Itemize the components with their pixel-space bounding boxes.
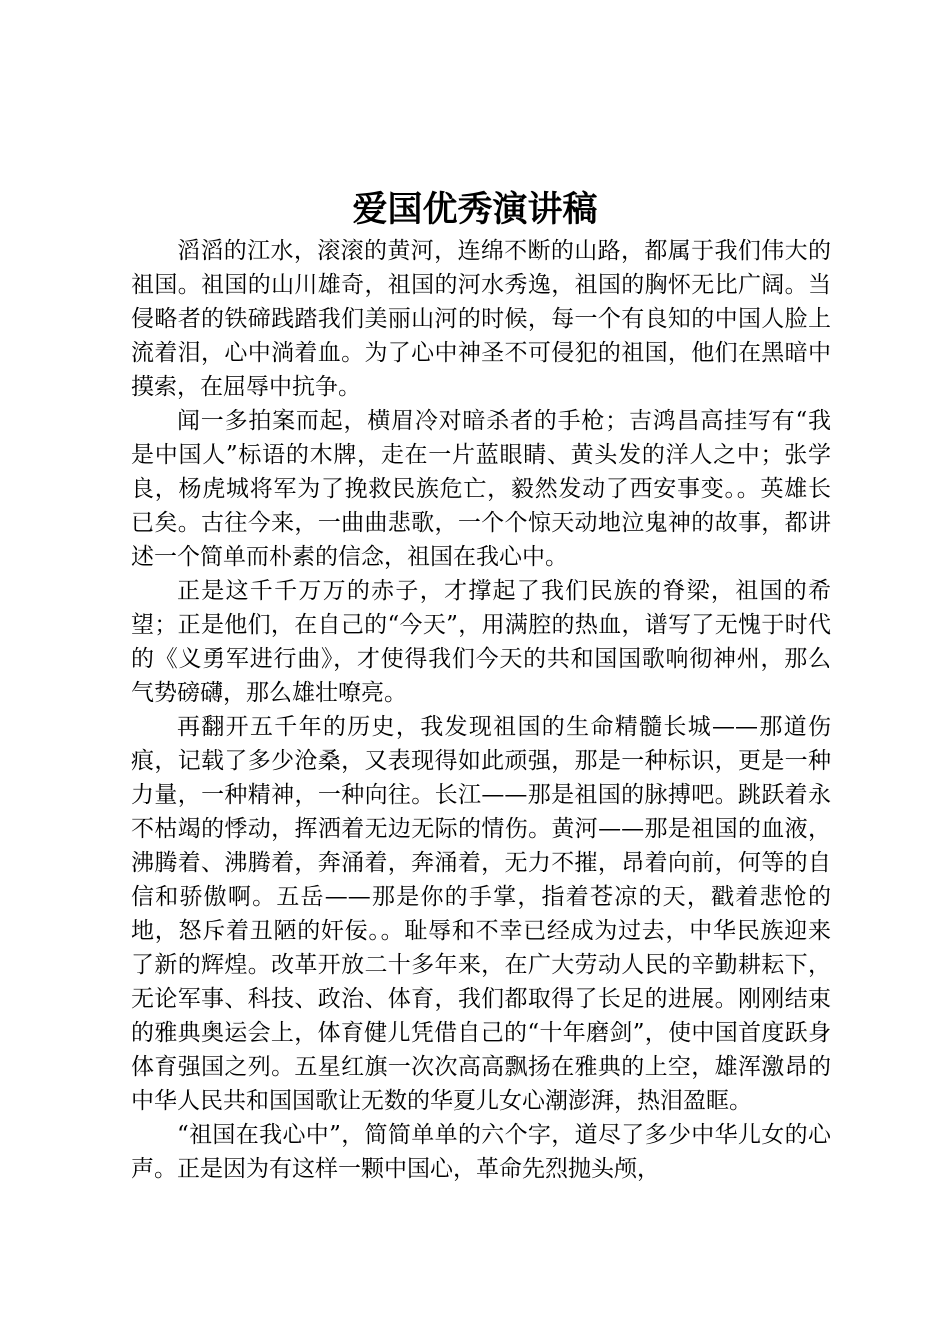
paragraph: 滔滔的江水，滚滚的黄河，连绵不断的山路，都属于我们伟大的祖国。祖国的山川雄奇，祖国的河水秀逸，祖国的胸怀无比广阔。当侵略者的铁碲践踏我们美丽山河的时候，每一个有良知的中国人脸上流着泪，心中淌着血。为了心中神圣不可侵犯的祖国，他们在黑暗中摸索，在屈辱中抗争。 — [131, 238, 831, 400]
paragraph: 闻一多拍案而起，横眉冷对暗杀者的手枪；吉鸿昌高挂写有“我是中国人”标语的木牌，走在一片蓝眼睛、黄头发的洋人之中；张学良，杨虎城将军为了挽救民族危亡，毅然发动了西安事变。。英雄长已矣。古往今来，一曲曲悲歌，一个个惊天动地泣鬼神的故事，都讲述一个简单而朴素的信念，祖国在我心中。 — [131, 408, 831, 570]
document-title: 爱国优秀演讲稿 — [352, 189, 598, 230]
paragraph: 再翻开五千年的历史，我发现祖国的生命精髓长城——那道伤痕，记载了多少沧桑，又表现得如此顽强，那是一种标识，更是一种力量，一种精神，一种向往。长江——那是祖国的脉搏吧。跳跃着永不枯竭的悸动，挥洒着无边无际的情伤。黄河——那是祖国的血液，沸腾着、沸腾着，奔涌着，奔涌着，无力不摧，昂着向前，何等的自信和骄傲啊。五岳——那是你的手掌，指着苍凉的天，戳着悲怆的地，怒斥着丑陋的奸佞。。耻辱和不幸已经成为过去，中华民族迎来了新的辉煌。改革开放二十多年来，在广大劳动人民的辛勤耕耘下，无论军事、科技、政治、体育，我们都取得了长足的进展。刚刚结束的雅典奥运会上，体育健儿凭借自己的“十年磨剑”，使中国首度跃身体育强国之列。五星红旗一次次高高飘扬在雅典的上空，雄浑激昂的中华人民共和国国歌让无数的华夏儿女心潮澎湃，热泪盈眶。 — [131, 714, 831, 1114]
document-body — [131, 234, 831, 1186]
paragraph: 正是这千千万万的赤子，才撑起了我们民族的脊梁，祖国的希望；正是他们，在自己的“今天”，用满腔的热血，谱写了无愧于时代的《义勇军进行曲》，才使得我们今天的共和国国歌响彻神州，那么气势磅礴，那么雄壮嘹亮。 — [131, 578, 831, 706]
paragraph: “祖国在我心中”，简简单单的六个字，道尽了多少中华儿女的心声。正是因为有这样一颗中国心，革命先烈抛头颅， — [131, 1122, 831, 1182]
